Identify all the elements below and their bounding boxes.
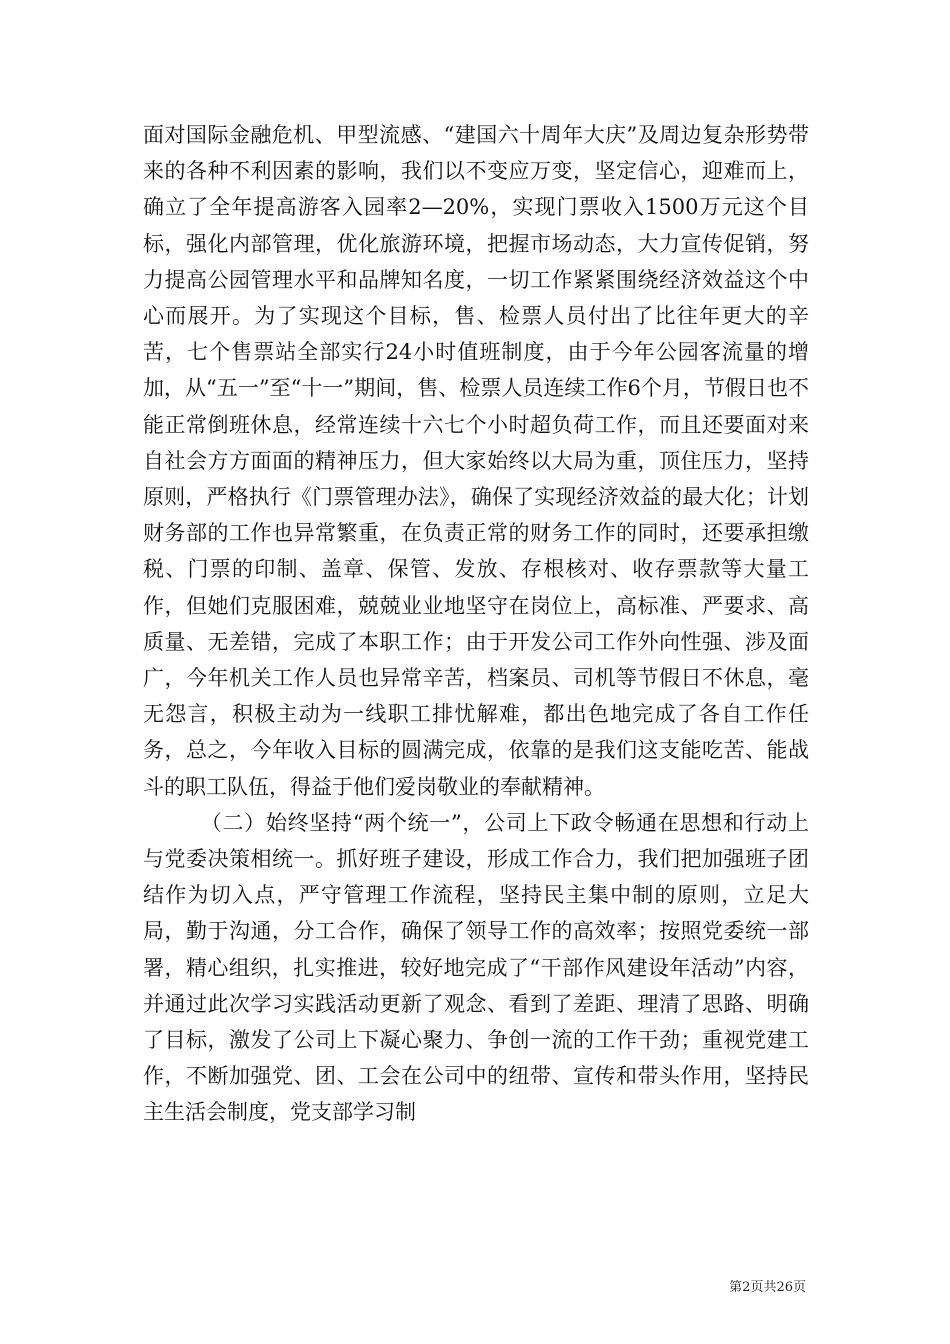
page-number-footer: 第2页共26页 [729, 1280, 806, 1295]
paragraph-2: （二）始终坚持“两个统一”，公司上下政令畅通在思想和行动上与党委决策相统一。抓好班子建设，形成工作合力，我们把加强班子团结作为切入点，严守管理工作流程，坚持民主集中制的原则，立足大局，勤于沟通，分工合作，确保了领导工作的高效率；按照党委统一部署，精心组织，扎实推进，较好地完成了“干部作风建设年活动”内容，并通过此次学习实践活动更新了观念、看到了差距、理清了思路、明确了目标，激发了公司上下凝心聚力、争创一流的工作干劲；重视党建工作，不断加强党、团、工会在公司中的纽带、宣传和带头作用，坚持民主生活会制度，党支部学习制 [143, 810, 809, 1125]
paragraph-1: 面对国际金融危机、甲型流感、“建国六十周年大庆”及周边复杂形势带来的各种不利因素的影响，我们以不变应万变，坚定信心，迎难而上，确立了全年提高游客入园率2—20%，实现门票收入1500万元这个目标，强化内部管理，优化旅游环境，把握市场动态，大力宣传促销，努力提高公园管理水平和品牌知名度，一切工作紧紧围绕经济效益这个中心而展开。为了实现这个目标，售、检票人员付出了比往年更大的辛苦，七个售票站全部实行24小时值班制度，由于今年公园客流量的增加，从“五一”至“十一”期间，售、检票人员连续工作6个月，节假日也不能正常倒班休息，经常连续十六七个小时超负荷工作，而且还要面对来自社会方方面面的精神压力，但大家始终以大局为重，顶住压力，坚持原则，严格执行《门票管理办法》，确保了实现经济效益的最大化；计划财务部的工作也异常繁重，在负责正常的财务工作的同时，还要承担缴税、门票的印制、盖章、保管、发放、存根核对、收存票款等大量工作，但她们克服困难，兢兢业业地坚守在岗位上，高标准、严要求、高质量、无差错，完成了本职工作；由于开发公司工作外向性强、涉及面广，今年机关工作人员也异常辛苦，档案员、司机等节假日不休息，毫无怨言，积极主动为一线职工排忧解难，都出色地完成了各自工作任务，总之，今年收入目标的圆满完成，依靠的是我们这支能吃苦、能战斗的职工队伍，得益于他们爱岗敬业的奉献精神。 [143, 123, 809, 799]
document-body [143, 117, 809, 1131]
